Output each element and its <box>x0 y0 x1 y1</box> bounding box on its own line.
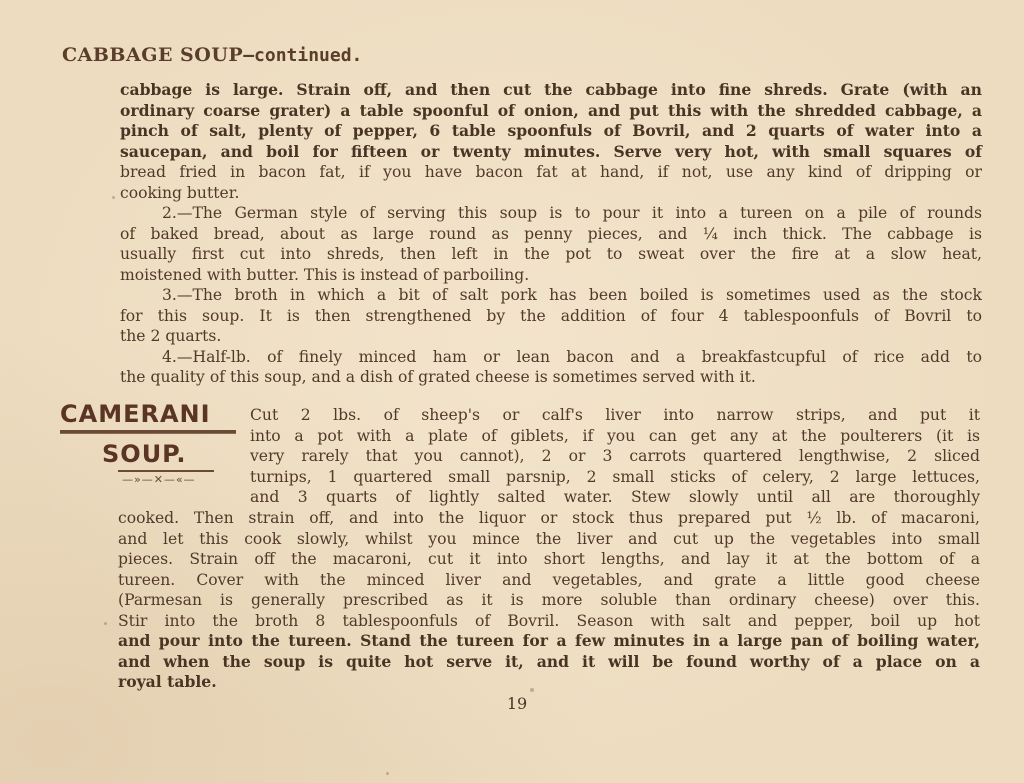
text-line: usually first cut into shreds, then left in the pot to sweat over the fire at a slow heat, <box>120 245 982 263</box>
text-line: of baked bread, about as large round as penny pieces, and ¼ inch thick. The cabbage is <box>120 224 982 243</box>
text-line: very rarely that you cannot), 2 or 3 carrots quartered lengthwise, 2 sliced <box>250 447 980 465</box>
text-line: and let this cook slowly, whilst you mince the liver and cut up the vegetables into small <box>118 529 980 548</box>
text-line: moistened with butter. This is instead of parboiling. <box>120 265 530 284</box>
text-line: Stir into the broth 8 tablespoonfuls of Bovril. Season with salt and pepper, boil up hot <box>118 611 980 630</box>
text-line: bread fried in bacon fat, if you have bacon fat at hand, if not, use any kind of dripping or <box>120 163 982 181</box>
text-line: ordinary coarse grater) a table spoonful of onion, and put this with the shredded cabbage, a <box>120 100 982 120</box>
paper-speck <box>104 622 107 625</box>
text-line: the 2 quarts. <box>120 327 222 345</box>
camerani-main-text <box>118 508 980 693</box>
ornament-icon: —»—✕—«— <box>122 473 196 486</box>
text-line: for this soup. It is then strengthened by the addition of four 4 tablespoonfuls of Bovril to <box>120 306 982 325</box>
text-line: saucepan, and boil for fifteen or twenty minutes. Serve very hot, with small squares of <box>120 141 982 161</box>
paper-speck <box>386 772 389 775</box>
text-line: and pour into the tureen. Stand the tureen for a few minutes in a large pan of boiling water, <box>118 631 980 650</box>
text-line: into a pot with a plate of giblets, if you can get any at the poulterers (it is <box>250 426 980 445</box>
text-line: 3.—The broth in which a bit of salt pork has been boiled is sometimes used as the stock <box>162 286 982 304</box>
camerani-title: CAMERANI <box>60 400 211 428</box>
text-line: royal table. <box>118 672 217 691</box>
text-line: cooked. Then strain off, and into the liquor or stock thus prepared put ½ lb. of macaroni, <box>118 509 980 527</box>
soup-title: SOUP. <box>102 440 187 468</box>
running-head-title: CABBAGE SOUP <box>62 44 244 66</box>
subtitle-rule <box>118 470 214 472</box>
paper-speck <box>530 688 534 692</box>
camerani-soup-heading <box>60 400 240 486</box>
running-head <box>62 44 362 66</box>
paper-speck <box>112 196 115 199</box>
text-line: Cut 2 lbs. of sheep's or calf's liver into narrow strips, and put it <box>250 406 980 424</box>
cabbage-soup-text <box>120 80 982 388</box>
text-line: 4.—Half-lb. of finely minced ham or lean bacon and a breakfastcupful of rice add to <box>162 347 982 366</box>
text-line: and when the soup is quite hot serve it, and it will be found worthy of a place on a <box>118 651 980 671</box>
camerani-side-text <box>250 405 980 508</box>
text-line: (Parmesan is generally prescribed as it is more soluble than ordinary cheese) over this. <box>118 591 980 609</box>
text-line: 2.—The German style of serving this soup is to pour it into a tureen on a pile of rounds <box>162 204 982 222</box>
text-line: tureen. Cover with the minced liver and vegetables, and grate a little good cheese <box>118 570 980 589</box>
text-line: turnips, 1 quartered small parsnip, 2 small sticks of celery, 2 large lettuces, <box>250 467 980 486</box>
text-line: cooking butter. <box>120 183 240 202</box>
text-line: pieces. Strain off the macaroni, cut it into short lengths, and lay it at the bottom of a <box>118 550 980 568</box>
running-head-continued: —continued. <box>243 45 363 66</box>
text-line: pinch of salt, plenty of pepper, 6 table spoonfuls of Bovril, and 2 quarts of water into a <box>120 121 982 140</box>
title-rule <box>60 430 236 434</box>
text-line: and 3 quarts of lightly salted water. Stew slowly until all are thoroughly <box>250 488 980 506</box>
text-line: the quality of this soup, and a dish of grated cheese is sometimes served with it. <box>120 368 756 386</box>
text-line: cabbage is large. Strain off, and then cut the cabbage into fine shreds. Grate (with an <box>120 80 982 99</box>
page-number: 19 <box>506 694 528 713</box>
